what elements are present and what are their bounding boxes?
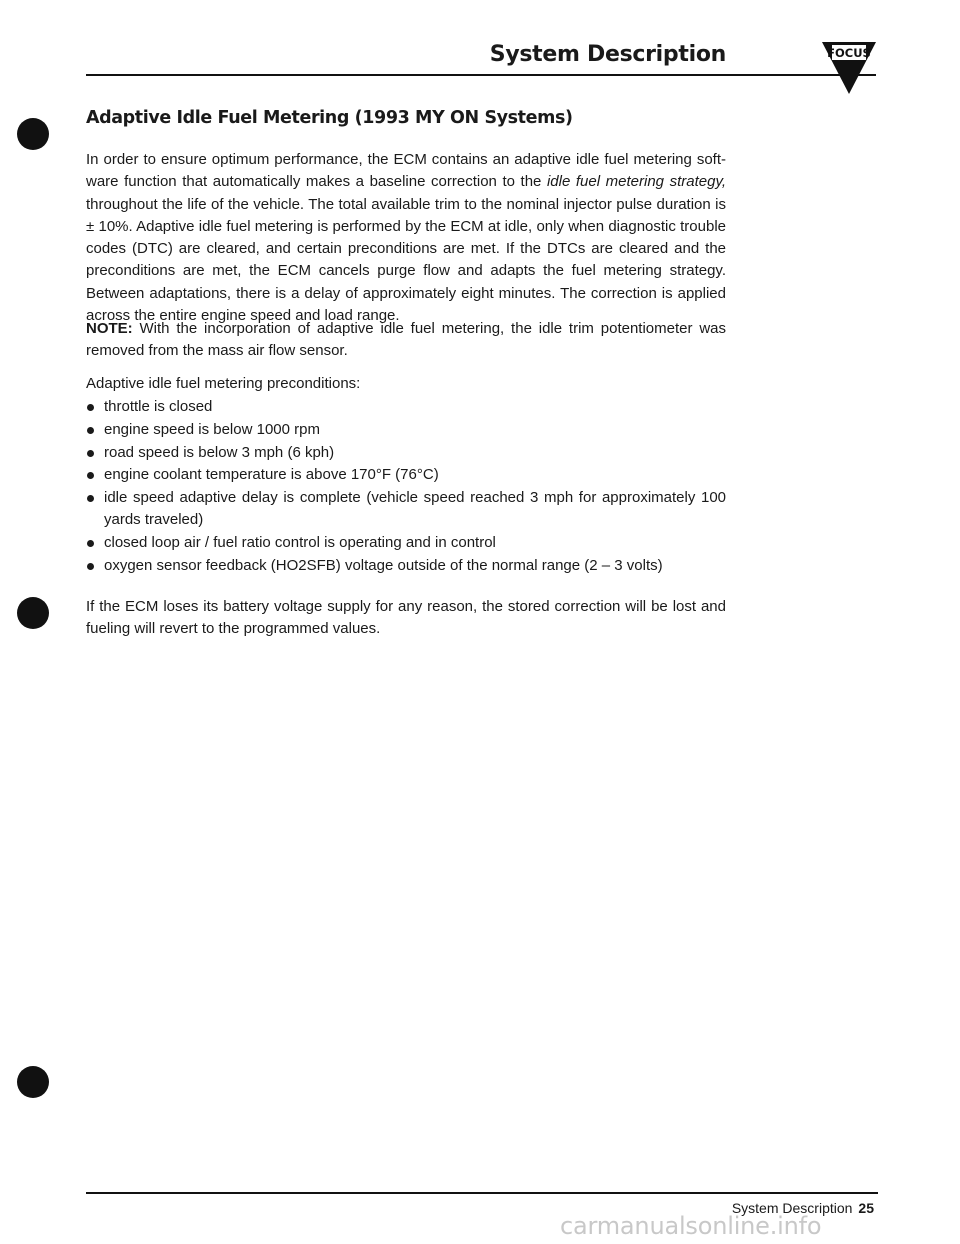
- list-item-text: engine coolant temperature is above 170°F (76°C): [104, 466, 439, 484]
- list-item-text: closed loop air / fuel ratio control is operating and in control: [104, 534, 496, 552]
- note-text: With the incorporation of adaptive idle fuel metering, the idle trim potentiometer was removed from the mass air flow sensor.: [86, 320, 726, 360]
- list-item: [86, 464, 726, 486]
- bullet-icon: [87, 495, 94, 502]
- closing-paragraph: If the ECM loses its battery voltage supply for any reason, the stored correction will be lost and fueling will revert to the programmed values.: [86, 598, 726, 638]
- list-item-text: road speed is below 3 mph (6 kph): [104, 443, 335, 461]
- list-item-text: engine speed is below 1000 rpm: [104, 420, 320, 438]
- intro-text-part-1: In order to ensure optimum performance, the ECM contains an adaptive idle fuel metering soft-ware function that automatically makes a baseline correction to the: [86, 151, 726, 191]
- bullet-icon: [87, 472, 94, 479]
- list-item: [86, 442, 726, 464]
- preconditions-list: [86, 396, 726, 578]
- section-title: Adaptive Idle Fuel Metering (1993 MY ON Systems): [86, 108, 573, 128]
- bullet-icon: [87, 427, 94, 434]
- page-header-title: System Description: [489, 42, 726, 67]
- preconditions-intro: Adaptive idle fuel metering preconditions:: [86, 375, 361, 392]
- bullet-icon: [87, 450, 94, 457]
- binder-hole-2: [17, 597, 49, 629]
- footer-rule: [86, 1192, 878, 1194]
- logo-text: FOCUS: [827, 46, 871, 60]
- list-item-text: oxygen sensor feedback (HO2SFB) voltage outside of the normal range (2 – 3 volts): [104, 557, 663, 575]
- watermark: carmanualsonline.info: [560, 1212, 822, 1240]
- header-rule: [86, 74, 876, 76]
- bullet-icon: [87, 540, 94, 547]
- bullet-icon: [87, 404, 94, 411]
- list-item: [86, 487, 726, 532]
- binder-hole-1: [17, 118, 49, 150]
- list-item: [86, 532, 726, 554]
- list-item-text: throttle is closed: [104, 398, 213, 415]
- page-number: 25: [858, 1200, 874, 1216]
- list-item: [86, 555, 726, 577]
- intro-text-part-2: throughout the life of the vehicle. The total available trim to the nominal injector pulse duration is ± 10%. Adaptive idle fuel metering is performed by the ECM at idle, only when diagnostic trouble codes (DTC) are cleared, and certain preconditions are met. If the DTCs are cleared and the preconditions are met, the ECM cancels purge flow and adapts the fuel metering strategy. Between adaptations, there is a delay of approximately eight minutes. The correction is applied across the entire engine speed and load range.: [86, 195, 726, 325]
- focus-logo-icon: [820, 40, 878, 96]
- binder-hole-3: [17, 1066, 49, 1098]
- list-item: [86, 396, 726, 418]
- bullet-icon: [87, 563, 94, 570]
- note-label: NOTE:: [86, 320, 133, 337]
- intro-italic-term: idle fuel metering strategy,: [546, 173, 726, 191]
- intro-paragraph: [86, 149, 726, 327]
- list-item: [86, 419, 726, 441]
- list-item-text: idle speed adaptive delay is complete (vehicle speed reached 3 mph for approximately 100 yards traveled): [104, 489, 726, 529]
- footer-label: System Description: [731, 1200, 853, 1216]
- note-paragraph: [86, 318, 726, 363]
